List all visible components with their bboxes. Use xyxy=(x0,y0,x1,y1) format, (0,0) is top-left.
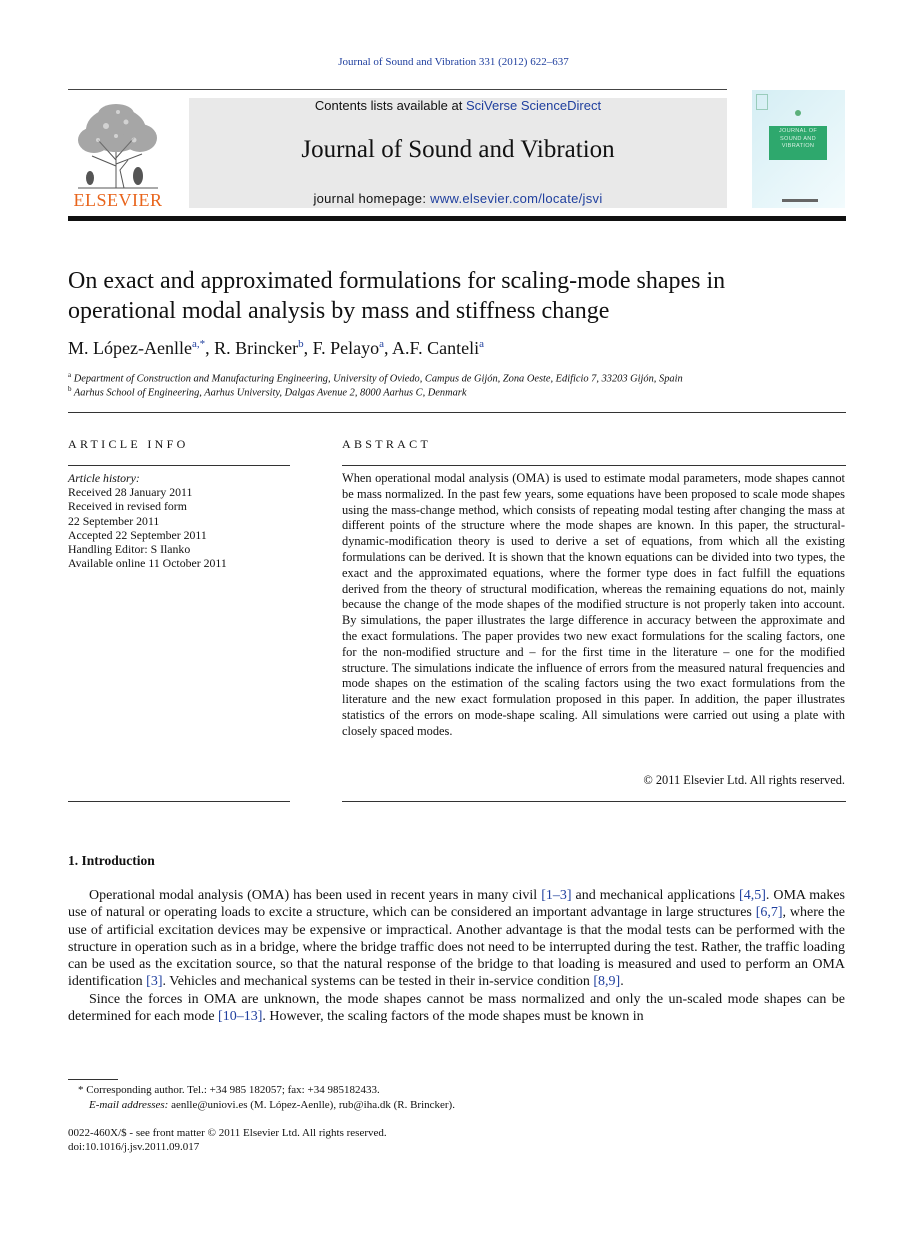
elsevier-wordmark: ELSEVIER xyxy=(73,190,163,210)
author-affiliation-mark[interactable]: b xyxy=(298,338,304,350)
contents-line xyxy=(189,98,727,113)
history-line: 22 September 2011 xyxy=(68,513,160,528)
paragraph-text: . OMA makes use of natural or operating loads to excite a structure, which can be considered an important advantage in large structures xyxy=(68,888,845,921)
article-history xyxy=(68,471,227,570)
citation-reference-link[interactable]: [10–13] xyxy=(218,1009,263,1025)
homepage-link[interactable]: www.elsevier.com/locate/jsvi xyxy=(430,191,603,206)
history-line: Available online 11 October 2011 xyxy=(68,556,227,571)
citation-reference-link[interactable]: [4,5] xyxy=(739,888,766,903)
paragraph-text: . Vehicles and mechanical systems can be tested in their in-service condition xyxy=(162,974,594,990)
abstract-rule-bottom xyxy=(342,801,846,802)
author-separator: , xyxy=(384,338,393,358)
affiliation-b xyxy=(68,385,466,398)
elsevier-tree-icon xyxy=(68,100,168,192)
affiliation-a xyxy=(68,371,683,384)
introduction-paragraph xyxy=(68,887,845,991)
paper-title-line: operational modal analysis by mass and stiffness change xyxy=(68,298,610,324)
header-rule-thin xyxy=(68,89,727,90)
history-line: Handling Editor: S Ilanko xyxy=(68,542,191,557)
article-info-rule-top xyxy=(68,465,290,466)
email-label: E-mail addresses: xyxy=(89,1099,172,1111)
email-owner: (R. Brincker). xyxy=(390,1099,455,1111)
author-affiliation-mark[interactable]: a xyxy=(379,338,385,350)
author-separator: , xyxy=(303,338,313,358)
homepage-line xyxy=(189,191,727,206)
history-line: Received 28 January 2011 xyxy=(68,485,193,500)
article-history-label: Article history: xyxy=(68,471,140,485)
paragraph-text: , where the use of artificial excitation devices may be expensive or impractical. Another advantage is that the modal tests can be performed with the structure in operation such as in a bridge, where the bridge traffic does not need to be interrupted during the test. Rather, the traffic loading can be used as the excitation source, so that the natural response of the bridge to that loading is measured and used to perform an OMA identification xyxy=(68,905,845,990)
history-line: Accepted 22 September 2011 xyxy=(68,527,207,542)
journal-masthead xyxy=(189,98,727,208)
corresponding-author-footnote: * Corresponding author. Tel.: +34 985 182057; fax: +34 985182433. xyxy=(78,1084,380,1096)
abstract-rule-top xyxy=(342,465,846,466)
paragraph-text: . xyxy=(620,974,624,990)
cover-title-line: JOURNAL OF xyxy=(778,128,818,134)
cover-emblem-icon xyxy=(795,110,801,116)
cover-elsevier-mark xyxy=(756,94,768,110)
cover-title-line: VIBRATION xyxy=(781,143,815,149)
citation-reference-link[interactable]: [8,9] xyxy=(593,974,621,990)
author-affiliation-mark[interactable]: a xyxy=(479,338,484,350)
footnote-rule xyxy=(68,1079,118,1080)
cover-title-box xyxy=(769,126,827,160)
cover-publisher-mark xyxy=(782,198,818,204)
author-name[interactable]: M. López-Aenlle xyxy=(68,338,192,358)
journal-name: Journal of Sound and Vibration xyxy=(301,136,615,163)
article-info-rule-bottom xyxy=(68,801,290,802)
paragraph-text: . However, the scaling factors of the mode shapes must be known in xyxy=(262,1009,644,1025)
author-name[interactable]: A.F. Canteli xyxy=(392,338,480,358)
paper-title-line: On exact and approximated formulations for scaling-mode shapes in xyxy=(68,268,726,294)
abstract-copyright: © 2011 Elsevier Ltd. All rights reserved. xyxy=(643,773,845,787)
affiliation-text: Aarhus School of Engineering, Aarhus University, Dalgas Avenue 2, 8000 Aarhus C, Denmark xyxy=(73,387,467,399)
issn-line: 0022-460X/$ - see front matter © 2011 Elsevier Ltd. All rights reserved. xyxy=(68,1127,387,1139)
author-list xyxy=(68,338,484,359)
email-owner: (M. López-Aenlle), xyxy=(247,1099,339,1111)
citation-reference-link[interactable]: [3] xyxy=(146,974,163,990)
cover-title-line: SOUND AND xyxy=(780,135,816,142)
header-rule-thick xyxy=(68,216,846,221)
section-divider xyxy=(68,412,846,413)
citation-reference-link[interactable]: [6,7] xyxy=(755,905,783,921)
author-name[interactable]: R. Brincker xyxy=(214,338,299,358)
history-line: Received in revised form xyxy=(68,499,187,514)
email-address[interactable]: rub@iha.dk xyxy=(338,1099,391,1111)
introduction-heading: 1. Introduction xyxy=(68,853,155,868)
abstract-heading: ABSTRACT xyxy=(342,437,432,451)
sciencedirect-link[interactable]: SciVerse ScienceDirect xyxy=(465,98,602,113)
author-name[interactable]: F. Pelayo xyxy=(312,338,380,358)
paper-title xyxy=(68,266,848,326)
doi-line[interactable]: doi:10.1016/j.jsv.2011.09.017 xyxy=(68,1141,200,1153)
paragraph-text: Since the forces in OMA are unknown, the mode shapes cannot be mass normalized and only the un-scaled mode shapes can be determined for each mode xyxy=(68,991,845,1025)
paragraph-text: Operational modal analysis (OMA) has been used in recent years in many civil xyxy=(89,888,542,903)
article-info-heading: ARTICLE INFO xyxy=(68,437,189,451)
journal-citation[interactable]: Journal of Sound and Vibration 331 (2012) 622–637 xyxy=(338,56,569,68)
citation-reference-link[interactable]: [1–3] xyxy=(541,888,572,903)
introduction-body xyxy=(68,887,845,1025)
paragraph-text: and mechanical applications xyxy=(571,888,740,903)
affiliation-text: Department of Construction and Manufacturing Engineering, University of Oviedo, Campus de Gijón, Zona Oeste, Edificio 7, 33203 Gijón, Spain xyxy=(73,373,683,385)
affiliation-mark: b xyxy=(68,385,72,393)
journal-cover-thumbnail[interactable] xyxy=(752,90,845,208)
homepage-prefix: journal homepage: xyxy=(313,191,431,206)
author-affiliation-mark[interactable]: a,* xyxy=(191,338,206,350)
cover-title xyxy=(769,128,827,151)
affiliation-mark: a xyxy=(68,371,72,379)
contents-prefix: Contents lists available at xyxy=(314,98,466,113)
email-footnote xyxy=(89,1099,455,1111)
author-separator: , xyxy=(205,338,215,358)
introduction-paragraph xyxy=(68,991,845,1026)
email-address[interactable]: aenlle@uniovi.es xyxy=(171,1099,248,1111)
abstract-text: When operational modal analysis (OMA) is used to estimate modal parameters, mode shapes cannot be mass normalized. In the past few years, some equations have been proposed to scale mode shapes using the mass-change method, which consists of repeating modal testing after changing the mass at different points of the structure where the mode shapes are known. In this paper, the structural-dynamic-modification theory is used to derive a set of equations, from which all the existing formulations can be derived. It is shown that the known equations can be divided into two types, the exact and the approximated equations, where the former type does in fact fulfill the equations derived from the theory of structural modification, whereas the remaining equations do not, mainly because the change of the mode shapes of the modified structure is not properly taken into account. By simulations, the paper illustrates the large difference in accuracy between the approximate and the exact formulations. The paper provides two new exact formulations for the scaling factors, one for the non-modified structure and – for the first time in the literature – one for the modified structure. The simulations indicate the influence of errors from the measured natural frequencies and mode shapes on the estimation of the scaling factors using the two exact formulations from the literature and the new exact formulation proposed in this paper. In addition, the paper illustrates statistics of the errors on mode-shape scaling. All simulations were carried out using a plate with closely spaced modes. xyxy=(342,471,845,738)
